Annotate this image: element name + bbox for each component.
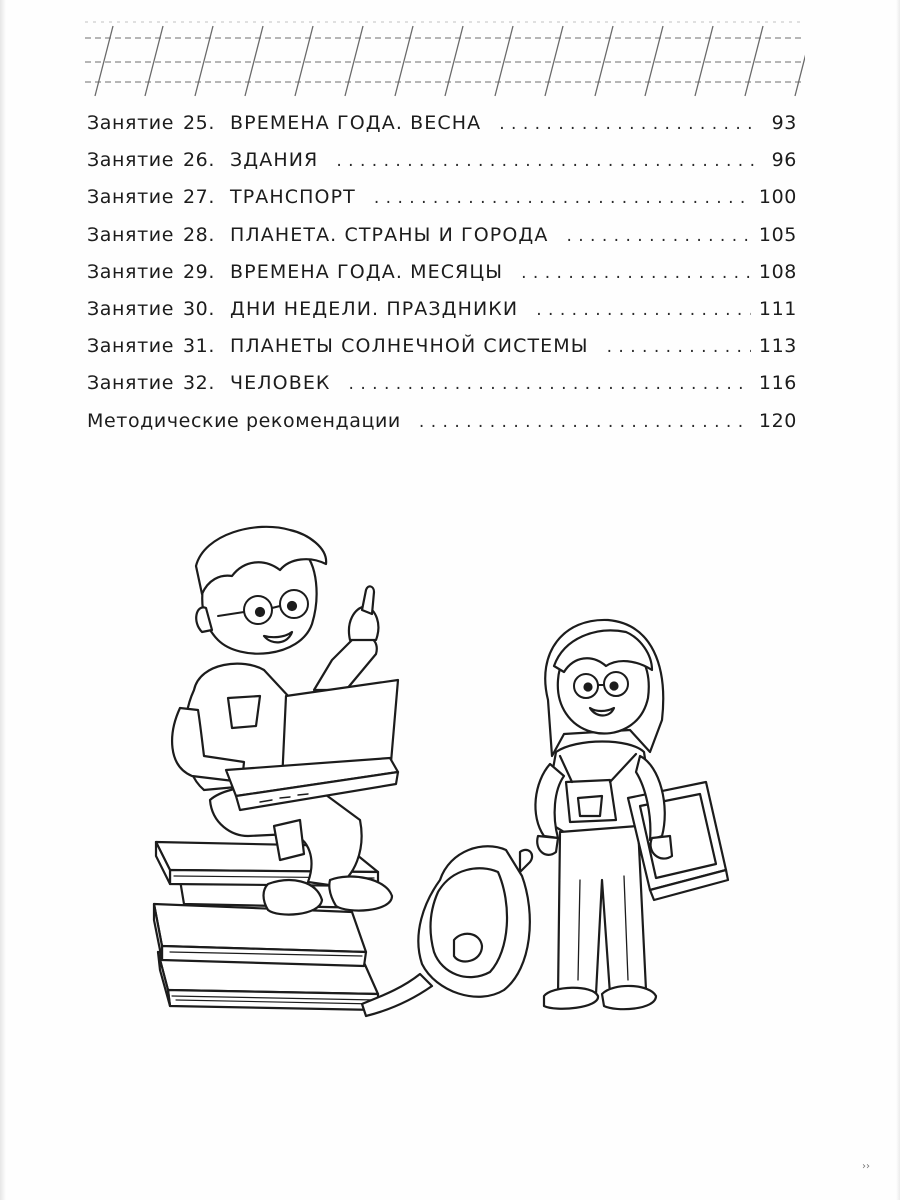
toc-entry-title: ЧЕЛОВЕК (230, 372, 331, 395)
copybook-slant-line (95, 26, 113, 96)
toc-entry-title: ТРАНСПОРТ (230, 186, 356, 209)
copybook-slant-line (245, 26, 263, 96)
toc-entry-appendix (87, 410, 797, 447)
copybook-slant-line (545, 26, 563, 96)
toc-entry-page: 100 (758, 186, 797, 209)
toc-entry-prefix: Занятие (87, 186, 174, 209)
girl-left-shoe (544, 988, 598, 1009)
scan-shadow-left (0, 0, 6, 1200)
copybook-slant-line (145, 26, 163, 96)
toc-entry-29 (87, 261, 797, 298)
copybook-slant-line (295, 26, 313, 96)
toc-entry-30 (87, 298, 797, 335)
copybook-ruling (85, 20, 805, 100)
toc-leader-dots (419, 412, 751, 432)
copybook-slant-line (595, 26, 613, 96)
toc-leader-dots (336, 151, 759, 171)
toc-entry-26 (87, 149, 797, 186)
toc-entry-prefix: Занятие (87, 335, 174, 358)
toc-entry-number: 29. (182, 260, 216, 283)
boy-right-shoe (329, 877, 392, 911)
toc-entry-page: 96 (771, 149, 797, 172)
girl-character (535, 620, 728, 1009)
toc-entry-31 (87, 335, 797, 372)
book-middle (154, 904, 366, 952)
toc-leader-dots (607, 337, 751, 357)
toc-entry-number: 26. (182, 149, 216, 172)
girl-right-shoe (602, 986, 656, 1009)
toc-entry-title: ПЛАНЕТА. СТРАНЫ И ГОРОДА (230, 223, 549, 246)
toc-entry-prefix: Занятие (87, 297, 174, 320)
copybook-slant-line (395, 26, 413, 96)
toc-entry-number: 31. (182, 335, 216, 358)
toc-entry-page: 116 (758, 372, 797, 395)
toc-entry-number: 32. (182, 372, 216, 395)
backpack-pocket (454, 934, 482, 962)
copybook-slant-line (695, 26, 713, 96)
boy-pointing-finger (362, 586, 374, 614)
toc-entry-page: 105 (758, 223, 797, 246)
toc-appendix-page: 120 (758, 409, 797, 432)
copybook-slant-line (645, 26, 663, 96)
toc-entry-page: 108 (758, 260, 797, 283)
toc-entry-prefix: Занятие (87, 112, 174, 134)
toc-entry-number: 30. (182, 297, 216, 320)
toc-entry-32 (87, 372, 797, 409)
copybook-slant-line (345, 26, 363, 96)
toc-entry-number: 27. (182, 186, 216, 209)
toc-entry-28 (87, 224, 797, 261)
copybook-slant-line (445, 26, 463, 96)
toc-leader-dots (499, 114, 759, 134)
table-of-contents (87, 112, 797, 447)
toc-leader-dots (349, 374, 751, 394)
kids-reading-illustration (140, 520, 740, 1040)
toc-entry-prefix: Занятие (87, 223, 174, 246)
toc-entry-title: ДНИ НЕДЕЛИ. ПРАЗДНИКИ (230, 297, 519, 320)
toc-entry-prefix: Занятие (87, 260, 174, 283)
toc-entry-prefix: Занятие (87, 372, 174, 395)
copybook-slant-line (495, 26, 513, 96)
copybook-slant-line (795, 26, 805, 96)
backpack (362, 846, 532, 1016)
toc-entry-number: 28. (182, 223, 216, 246)
toc-entry-page: 93 (771, 112, 797, 134)
toc-entry-page: 113 (758, 335, 797, 358)
toc-entry-title: ВРЕМЕНА ГОДА. ВЕСНА (230, 112, 482, 134)
toc-leader-dots (566, 226, 750, 246)
toc-entry-page: 111 (758, 297, 797, 320)
copybook-slant-line (745, 26, 763, 96)
toc-leader-dots (521, 263, 751, 283)
girl-legs (558, 826, 646, 996)
toc-leader-dots (374, 188, 751, 208)
toc-entry-number: 25. (182, 112, 216, 134)
toc-entry-title: ПЛАНЕТЫ СОЛНЕЧНОЙ СИСТЕМЫ (230, 335, 589, 358)
toc-entry-25 (87, 112, 797, 149)
scan-shadow-right (896, 0, 900, 1200)
toc-entry-prefix: Занятие (87, 149, 174, 172)
toc-leader-dots (536, 300, 751, 320)
boy-right-arm (314, 636, 377, 690)
toc-entry-title: ЗДАНИЯ (230, 149, 319, 172)
scan-corner-mark: ›› (862, 1161, 870, 1172)
toc-entry-title: ВРЕМЕНА ГОДА. МЕСЯЦЫ (230, 260, 504, 283)
toc-entry-27 (87, 186, 797, 223)
toc-appendix-title: Методические рекомендации (87, 409, 401, 432)
copybook-slant-line (195, 26, 213, 96)
